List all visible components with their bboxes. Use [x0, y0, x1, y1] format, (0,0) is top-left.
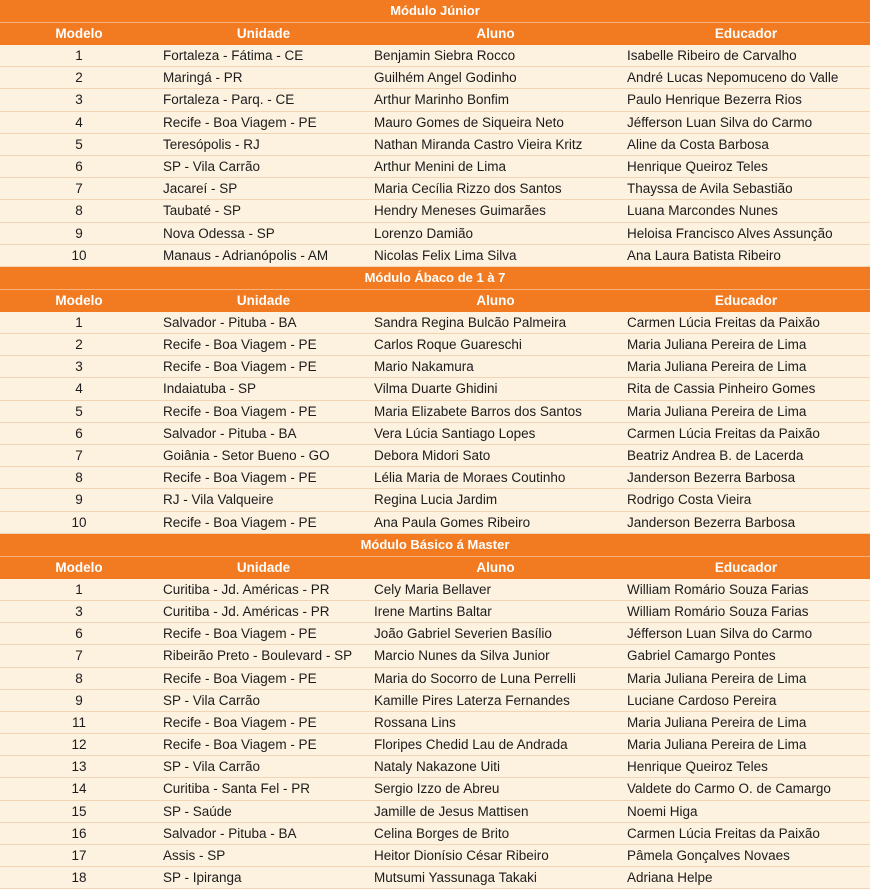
cell-aluno: Maria Elizabete Barros dos Santos — [374, 403, 582, 419]
cell-aluno: Marcio Nunes da Silva Junior — [374, 648, 550, 664]
cell-aluno: Ana Paula Gomes Ribeiro — [374, 514, 531, 530]
table-row — [0, 312, 870, 334]
cell-unidade: Curitiba - Santa Fel - PR — [163, 781, 311, 797]
cell-unidade: Assis - SP — [163, 848, 226, 863]
cell-aluno: Nicolas Felix Lima Silva — [374, 247, 517, 263]
cell-unidade: Curitiba - Jd. Américas - PR — [163, 581, 330, 597]
cell-aluno: Nataly Nakazone Uiti — [374, 759, 501, 775]
column-header-aluno: Aluno — [476, 292, 515, 308]
cell-unidade: Teresópolis - RJ — [163, 136, 260, 152]
cell-unidade: Jacareí - SP — [163, 181, 238, 197]
table-row — [0, 734, 870, 756]
cell-aluno: Rossana Lins — [374, 714, 456, 730]
cell-educador: Rita de Cassia Pinheiro Gomes — [627, 381, 816, 397]
cell-aluno: Irene Martins Baltar — [374, 603, 492, 619]
table-row — [0, 445, 870, 467]
cell-modelo: 11 — [71, 714, 86, 730]
table-row — [0, 423, 870, 445]
cell-modelo: 14 — [71, 781, 87, 797]
cell-aluno: Mutsumi Yassunaga Takaki — [374, 870, 537, 886]
cell-aluno: Lélia Maria de Moraes Coutinho — [374, 470, 566, 486]
cell-educador: Adriana Helpe — [627, 870, 713, 886]
cell-aluno: Lorenzo Damião — [374, 225, 474, 241]
table-row — [0, 756, 870, 778]
section-title: Módulo Ábaco de 1 à 7 — [0, 267, 870, 289]
cell-aluno: Kamille Pires Laterza Fernandes — [374, 692, 570, 708]
cell-aluno: Arthur Menini de Lima — [374, 158, 507, 174]
cell-modelo: 7 — [75, 448, 83, 463]
cell-educador: Henrique Queiroz Teles — [627, 158, 768, 174]
cell-educador: André Lucas Nepomuceno do Valle — [627, 70, 839, 86]
cell-aluno: Maria Cecília Rizzo dos Santos — [374, 181, 562, 197]
cell-educador: William Romário Souza Farias — [627, 603, 809, 619]
cell-modelo: 5 — [75, 136, 83, 152]
table-row — [0, 156, 870, 178]
cell-aluno: Debora Midori Sato — [374, 448, 491, 463]
table-row — [0, 67, 870, 89]
cell-educador: Noemi Higa — [627, 803, 698, 819]
cell-unidade: Taubaté - SP — [163, 203, 242, 219]
column-header-unidade: Unidade — [236, 26, 291, 41]
cell-unidade: SP - Ipiranga — [163, 870, 242, 886]
table-row — [0, 401, 870, 423]
cell-unidade: SP - Saúde — [163, 803, 232, 819]
column-header-aluno: Aluno — [476, 26, 515, 41]
cell-educador: Maria Juliana Pereira de Lima — [627, 403, 807, 419]
column-header-unidade: Unidade — [236, 559, 291, 575]
cell-aluno: Mauro Gomes de Siqueira Neto — [374, 114, 564, 130]
cell-aluno: Hendry Meneses Guimarães — [374, 203, 546, 219]
cell-unidade: Salvador - Pituba - BA — [163, 314, 297, 330]
cell-educador: Gabriel Camargo Pontes — [627, 648, 776, 664]
cell-educador: Carmen Lúcia Freitas da Paixão — [627, 314, 820, 330]
cell-aluno: Arthur Marinho Bonfim — [374, 92, 510, 108]
cell-educador: Henrique Queiroz Teles — [627, 759, 768, 775]
table-row — [0, 867, 870, 889]
cell-unidade: Nova Odessa - SP — [163, 225, 275, 241]
column-header-row — [0, 22, 870, 45]
cell-educador: Maria Juliana Pereira de Lima — [627, 714, 807, 730]
section-title: Módulo Júnior — [0, 0, 870, 22]
cell-modelo: 1 — [75, 314, 83, 330]
table-row — [0, 112, 870, 134]
section-title: Módulo Básico á Master — [0, 534, 870, 556]
cell-educador: Isabelle Ribeiro de Carvalho — [627, 48, 797, 63]
cell-unidade: Ribeirão Preto - Boulevard - SP — [163, 648, 353, 664]
cell-educador: Aline da Costa Barbosa — [627, 136, 769, 152]
cell-educador: Carmen Lúcia Freitas da Paixão — [627, 425, 820, 441]
cell-unidade: RJ - Vila Valqueire — [163, 492, 274, 508]
cell-unidade: Fortaleza - Fátima - CE — [163, 48, 304, 63]
table-row — [0, 489, 870, 511]
cell-unidade: SP - Vila Carrão — [163, 158, 261, 174]
cell-educador: Janderson Bezerra Barbosa — [627, 470, 796, 486]
cell-unidade: Fortaleza - Parq. - CE — [163, 92, 295, 108]
cell-educador: Heloisa Francisco Alves Assunção — [627, 225, 833, 241]
cell-aluno: Floripes Chedid Lau de Andrada — [374, 737, 568, 753]
cell-modelo: 4 — [75, 381, 83, 397]
cell-aluno: Maria do Socorro de Luna Perrelli — [374, 670, 576, 686]
cell-aluno: Guilhém Angel Godinho — [374, 70, 517, 86]
table-row — [0, 690, 870, 712]
table-row — [0, 200, 870, 222]
cell-unidade: Indaiatuba - SP — [163, 381, 257, 397]
cell-unidade: Recife - Boa Viagem - PE — [163, 114, 317, 130]
cell-educador: Luana Marcondes Nunes — [627, 203, 778, 219]
table-row — [0, 245, 870, 267]
cell-educador: Jéfferson Luan Silva do Carmo — [627, 626, 813, 642]
cell-unidade: Maringá - PR — [163, 70, 243, 86]
table-row — [0, 89, 870, 111]
cell-aluno: Vilma Duarte Ghidini — [374, 381, 498, 397]
table-row — [0, 712, 870, 734]
cell-unidade: Recife - Boa Viagem - PE — [163, 403, 317, 419]
column-header-row — [0, 556, 870, 579]
cell-aluno: Sergio Izzo de Abreu — [374, 781, 500, 797]
cell-unidade: Recife - Boa Viagem - PE — [163, 737, 317, 753]
cell-modelo: 17 — [71, 848, 87, 863]
cell-aluno: João Gabriel Severien Basílio — [374, 626, 552, 642]
cell-modelo: 6 — [75, 158, 83, 174]
cell-unidade: SP - Vila Carrão — [163, 759, 261, 775]
cell-unidade: Salvador - Pituba - BA — [163, 825, 297, 841]
cell-aluno: Sandra Regina Bulcão Palmeira — [374, 314, 567, 330]
column-header-modelo: Modelo — [55, 292, 103, 308]
cell-unidade: Recife - Boa Viagem - PE — [163, 337, 317, 353]
cell-unidade: Recife - Boa Viagem - PE — [163, 670, 317, 686]
cell-modelo: 3 — [75, 92, 83, 108]
cell-educador: Luciane Cardoso Pereira — [627, 692, 777, 708]
table-row — [0, 601, 870, 623]
cell-educador: Pâmela Gonçalves Novaes — [627, 848, 790, 863]
cell-modelo: 8 — [75, 203, 83, 219]
table-row — [0, 823, 870, 845]
cell-educador: Ana Laura Batista Ribeiro — [627, 247, 781, 263]
cell-modelo: 9 — [75, 492, 83, 508]
cell-educador: Valdete do Carmo O. de Camargo — [627, 781, 831, 797]
cell-modelo: 7 — [75, 181, 83, 197]
cell-modelo: 3 — [75, 359, 83, 375]
cell-educador: Beatriz Andrea B. de Lacerda — [627, 448, 804, 463]
cell-unidade: Recife - Boa Viagem - PE — [163, 714, 317, 730]
cell-modelo: 8 — [75, 470, 83, 486]
cell-educador: Maria Juliana Pereira de Lima — [627, 670, 807, 686]
cell-aluno: Nathan Miranda Castro Vieira Kritz — [374, 136, 583, 152]
cell-modelo: 1 — [75, 48, 83, 63]
table-row — [0, 223, 870, 245]
cell-educador: Maria Juliana Pereira de Lima — [627, 359, 807, 375]
cell-aluno: Cely Maria Bellaver — [374, 581, 492, 597]
table-row — [0, 778, 870, 800]
cell-modelo: 9 — [75, 692, 83, 708]
table-row — [0, 134, 870, 156]
cell-modelo: 5 — [75, 403, 83, 419]
cell-modelo: 2 — [75, 337, 83, 353]
cell-unidade: SP - Vila Carrão — [163, 692, 261, 708]
cell-aluno: Vera Lúcia Santiago Lopes — [374, 425, 536, 441]
table-row — [0, 845, 870, 867]
table-row — [0, 801, 870, 823]
cell-modelo: 10 — [71, 247, 87, 263]
cell-modelo: 9 — [75, 225, 83, 241]
table-row — [0, 45, 870, 67]
column-header-educador: Educador — [714, 292, 778, 308]
column-header-educador: Educador — [714, 559, 778, 575]
table-row — [0, 512, 870, 534]
cell-modelo: 3 — [75, 603, 83, 619]
cell-unidade: Salvador - Pituba - BA — [163, 425, 297, 441]
cell-unidade: Recife - Boa Viagem - PE — [163, 626, 317, 642]
column-header-aluno: Aluno — [476, 559, 515, 575]
cell-unidade: Curitiba - Jd. Américas - PR — [163, 603, 330, 619]
cell-educador: Janderson Bezerra Barbosa — [627, 514, 796, 530]
column-header-row — [0, 289, 870, 312]
table-row — [0, 378, 870, 400]
cell-educador: Paulo Henrique Bezerra Rios — [627, 92, 802, 108]
cell-modelo: 2 — [75, 70, 83, 86]
cell-educador: Maria Juliana Pereira de Lima — [627, 737, 807, 753]
cell-aluno: Celina Borges de Brito — [374, 825, 510, 841]
cell-aluno: Jamille de Jesus Mattisen — [374, 803, 529, 819]
cell-educador: William Romário Souza Farias — [627, 581, 809, 597]
cell-educador: Jéfferson Luan Silva do Carmo — [627, 114, 813, 130]
cell-modelo: 13 — [71, 759, 87, 775]
table-row — [0, 623, 870, 645]
table-row — [0, 645, 870, 667]
table-row — [0, 579, 870, 601]
cell-unidade: Recife - Boa Viagem - PE — [163, 470, 317, 486]
cell-aluno: Regina Lucia Jardim — [374, 492, 498, 508]
cell-educador: Rodrigo Costa Vieira — [627, 492, 752, 508]
cell-educador: Thayssa de Avila Sebastião — [627, 181, 793, 197]
cell-modelo: 12 — [71, 737, 87, 753]
cell-modelo: 15 — [71, 803, 87, 819]
table-row — [0, 668, 870, 690]
cell-modelo: 10 — [71, 514, 87, 530]
cell-modelo: 6 — [75, 626, 83, 642]
cell-modelo: 7 — [75, 648, 83, 664]
cell-modelo: 18 — [71, 870, 87, 886]
table-row — [0, 178, 870, 200]
cell-modelo: 8 — [75, 670, 83, 686]
column-header-unidade: Unidade — [236, 292, 291, 308]
cell-aluno: Mario Nakamura — [374, 359, 474, 375]
cell-unidade: Goiânia - Setor Bueno - GO — [163, 448, 330, 463]
cell-educador: Maria Juliana Pereira de Lima — [627, 337, 807, 353]
column-header-modelo: Modelo — [55, 559, 103, 575]
cell-modelo: 4 — [75, 114, 83, 130]
column-header-educador: Educador — [714, 26, 778, 41]
table-row — [0, 356, 870, 378]
cell-modelo: 1 — [75, 581, 83, 597]
cell-unidade: Recife - Boa Viagem - PE — [163, 514, 317, 530]
cell-aluno: Heitor Dionísio César Ribeiro — [374, 848, 549, 863]
table-row — [0, 467, 870, 489]
cell-modelo: 16 — [71, 825, 87, 841]
cell-aluno: Carlos Roque Guareschi — [374, 337, 522, 353]
cell-unidade: Manaus - Adrianópolis - AM — [163, 247, 329, 263]
cell-aluno: Benjamin Siebra Rocco — [374, 48, 516, 63]
cell-modelo: 6 — [75, 425, 83, 441]
cell-educador: Carmen Lúcia Freitas da Paixão — [627, 825, 820, 841]
table-row — [0, 334, 870, 356]
column-header-modelo: Modelo — [55, 26, 103, 41]
cell-unidade: Recife - Boa Viagem - PE — [163, 359, 317, 375]
